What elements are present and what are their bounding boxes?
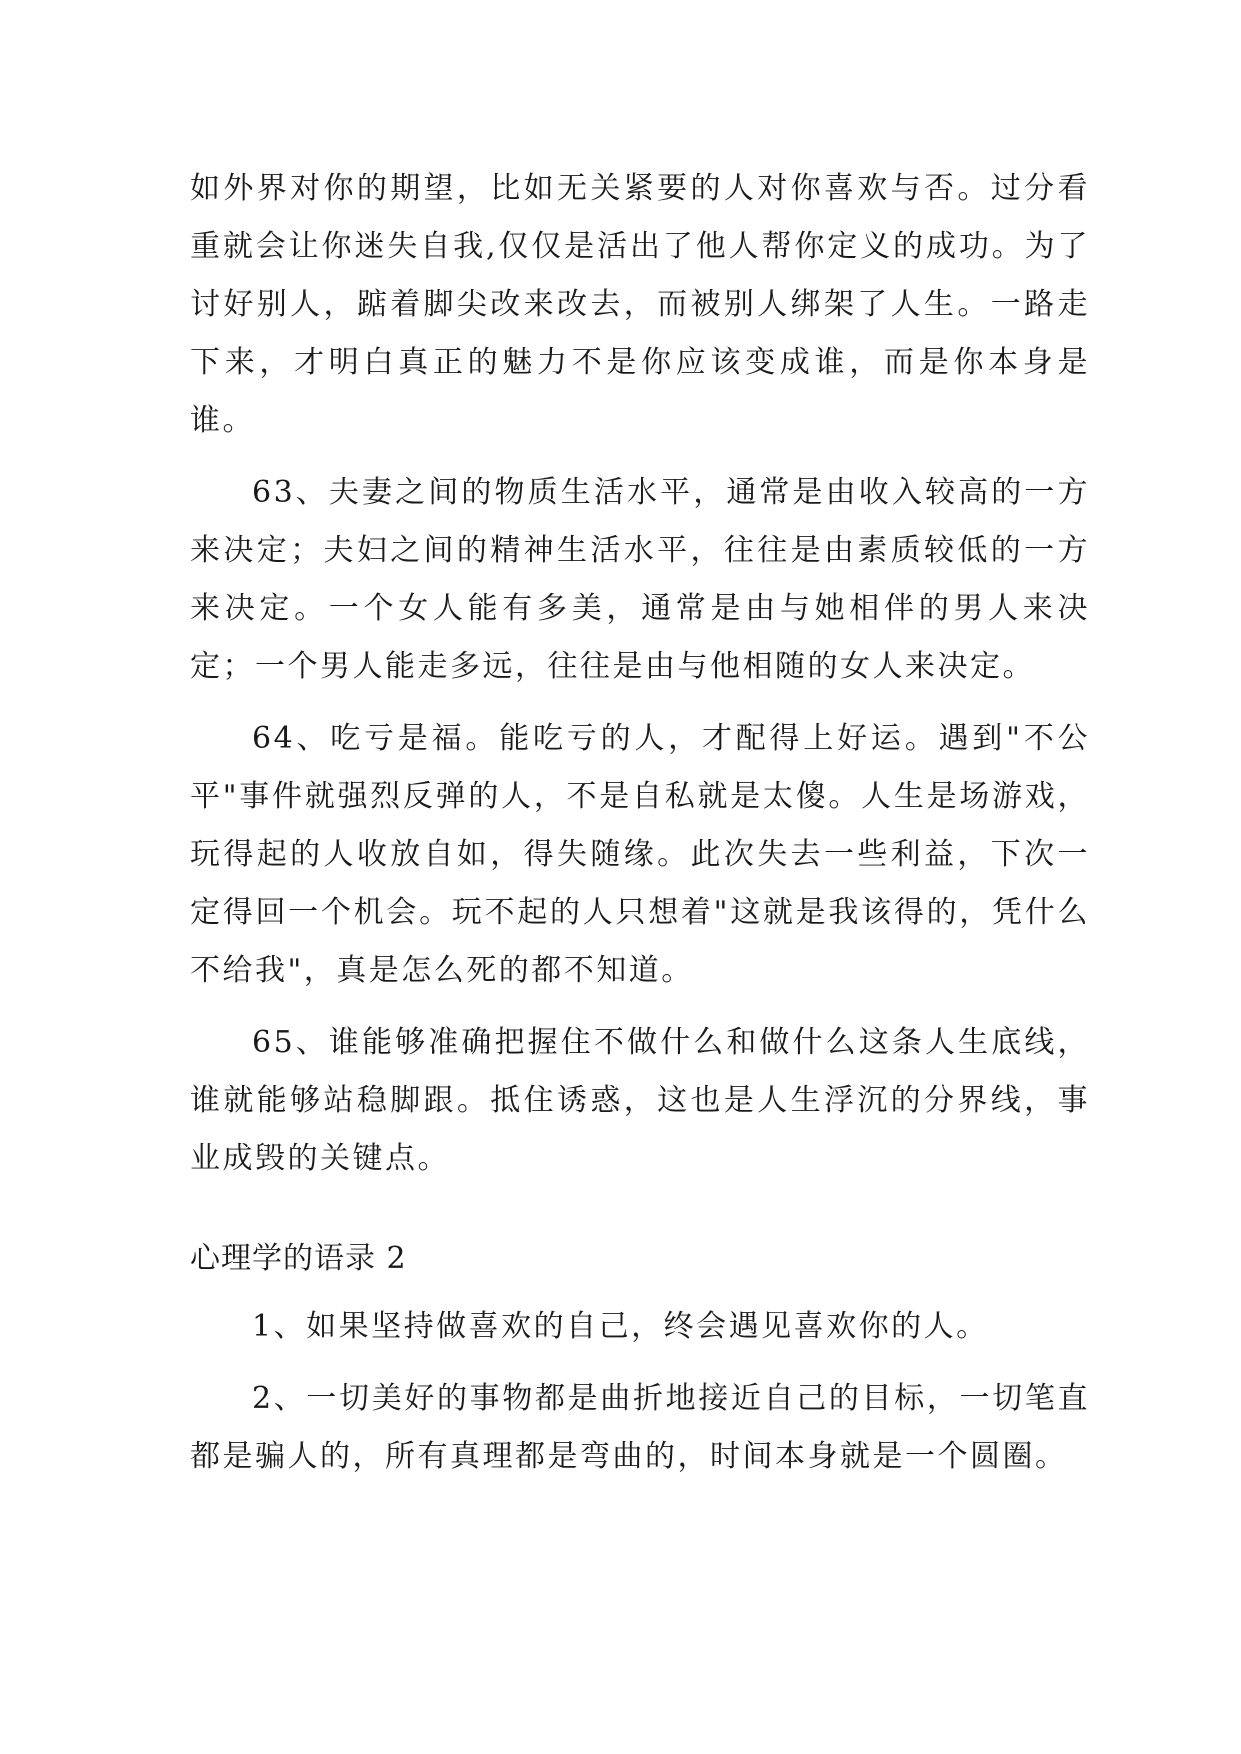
paragraph-2: 2、一切美好的事物都是曲折地接近自己的目标，一切笔直都是骗人的，所有真理都是弯曲的，时间本身就是一个圆圈。: [190, 1381, 1090, 1474]
section-title: 心理学的语录 2: [190, 1241, 407, 1276]
paragraph-continuation: 如外界对你的期望，比如无关紧要的人对你喜欢与否。过分看重就会让你迷失自我,仅仅是活出了他人帮你定义的成功。为了讨好别人，踮着脚尖改来改去，而被别人绑架了人生。一路走下来，才明白真正的魅力不是你应该变成谁，而是你本身是谁。: [190, 171, 1090, 438]
document-body: [190, 160, 1090, 1500]
paragraph-1: 1、如果坚持做喜欢的自己，终会遇见喜欢你的人。: [252, 1309, 989, 1344]
paragraph-64: 64、吃亏是福。能吃亏的人，才配得上好运。遇到"不公平"事件就强烈反弹的人，不是自私就是太傻。人生是场游戏，玩得起的人收放自如，得失随缘。此次失去一些利益，下次一定得回一个机会。玩不起的人只想着"这就是我该得的，凭什么不给我"，真是怎么死的都不知道。: [190, 721, 1090, 988]
paragraph-65: 65、谁能够准确把握住不做什么和做什么这条人生底线，谁就能够站稳脚跟。抵住诱惑，这也是人生浮沉的分界线，事业成毁的关键点。: [190, 1025, 1090, 1176]
paragraph-63: 63、夫妻之间的物质生活水平，通常是由收入较高的一方来决定；夫妇之间的精神生活水平，往往是由素质较低的一方来决定。一个女人能有多美，通常是由与她相伴的男人来决定；一个男人能走多远，往往是由与他相随的女人来决定。: [190, 475, 1090, 684]
